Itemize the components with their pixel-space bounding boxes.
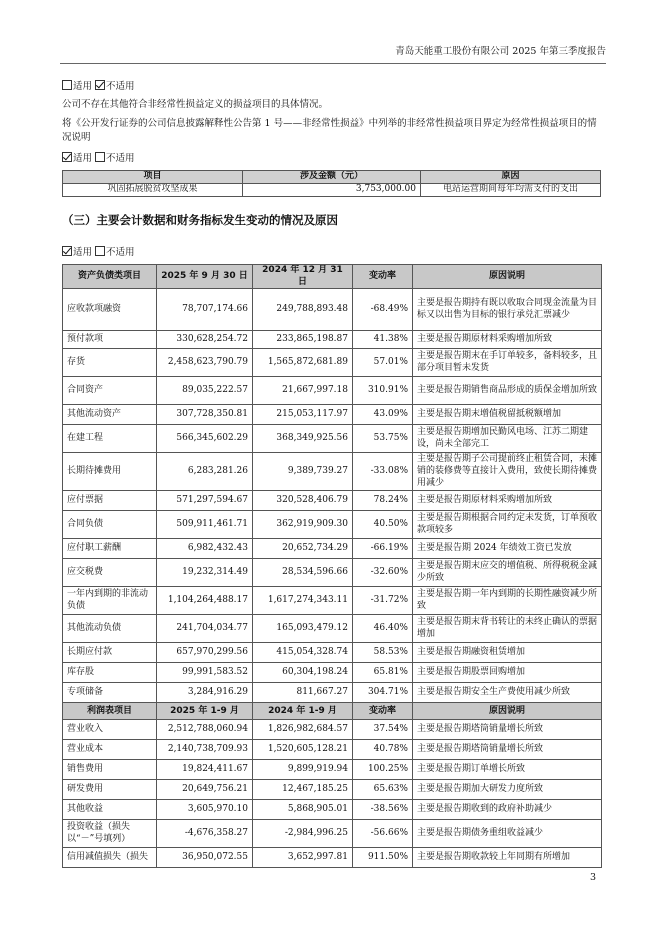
prior-value-cell: 9,389,739.27 xyxy=(253,453,353,491)
prior-value-cell: 21,667,997.18 xyxy=(253,377,353,405)
current-value-cell: 20,649,756.21 xyxy=(157,780,253,800)
table-row xyxy=(63,331,602,349)
prior-value-cell: 20,652,734.29 xyxy=(253,539,353,559)
item-cell: 在建工程 xyxy=(63,425,157,453)
table-header-row xyxy=(63,265,602,289)
table-row xyxy=(63,491,602,511)
item-cell: 信用减值损失（损失 xyxy=(63,848,157,868)
page-number: 3 xyxy=(589,872,596,883)
table-row xyxy=(63,683,602,703)
change-rate-cell: 40.78% xyxy=(353,740,413,760)
current-value-cell: 6,982,432.43 xyxy=(157,539,253,559)
item-cell: 应付职工薪酬 xyxy=(63,539,157,559)
prior-value-cell: 362,919,909.30 xyxy=(253,511,353,539)
option-line-c xyxy=(62,246,135,259)
recurring-items-table xyxy=(62,170,601,197)
item-cell: 其他流动资产 xyxy=(63,405,157,425)
reason-cell: 主要是报告期收款较上年同期有所增加 xyxy=(413,848,602,868)
change-rate-cell: 53.75% xyxy=(353,425,413,453)
column-header: 2024 年 1-9 月 xyxy=(253,703,353,720)
column-header: 原因说明 xyxy=(413,265,602,289)
change-rate-cell: -38.56% xyxy=(353,800,413,820)
table-row xyxy=(63,425,602,453)
item-cell: 投资收益（损失以“－”号填列） xyxy=(63,820,157,848)
page-header: 青岛天能重工股份有限公司 2025 年第三季度报告 xyxy=(395,46,606,57)
change-rate-cell: 100.25% xyxy=(353,760,413,780)
column-header: 变动率 xyxy=(353,265,413,289)
column-header: 资产负债类项目 xyxy=(63,265,157,289)
table-header-row xyxy=(63,171,601,184)
reason-cell: 主要是报告期根据合同约定未发货，订单预收款项较多 xyxy=(413,511,602,539)
change-rate-cell: -66.19% xyxy=(353,539,413,559)
prior-value-cell: 320,528,406.79 xyxy=(253,491,353,511)
financial-changes-table xyxy=(62,264,602,868)
item-cell: 研发费用 xyxy=(63,780,157,800)
prior-value-cell: 215,053,117.97 xyxy=(253,405,353,425)
current-value-cell: 2,512,788,060.94 xyxy=(157,720,253,740)
item-cell: 合同资产 xyxy=(63,377,157,405)
change-rate-cell: 65.63% xyxy=(353,780,413,800)
current-value-cell: 19,824,411.67 xyxy=(157,760,253,780)
reason-cell: 主要是报告期 2024 年绩效工资已发放 xyxy=(413,539,602,559)
current-value-cell: 571,297,594.67 xyxy=(157,491,253,511)
reason-cell: 主要是报告期收到的政府补助减少 xyxy=(413,800,602,820)
current-value-cell: 2,140,738,709.93 xyxy=(157,740,253,760)
table-row xyxy=(63,760,602,780)
item-cell: 存货 xyxy=(63,349,157,377)
current-value-cell: 1,104,264,488.17 xyxy=(157,587,253,615)
item-cell: 长期待摊费用 xyxy=(63,453,157,491)
current-value-cell: 3,605,970.10 xyxy=(157,800,253,820)
column-header: 利润表项目 xyxy=(63,703,157,720)
change-rate-cell: -56.66% xyxy=(353,820,413,848)
item-cell: 预付款项 xyxy=(63,331,157,349)
table-row xyxy=(63,405,602,425)
prior-value-cell: 368,349,925.56 xyxy=(253,425,353,453)
applicable-label: 适用 xyxy=(73,81,93,92)
reason-cell: 主要是报告期债务重组收益减少 xyxy=(413,820,602,848)
column-header: 2024 年 12 月 31 日 xyxy=(253,265,353,289)
table-row xyxy=(63,184,601,197)
table-row xyxy=(63,820,602,848)
prior-value-cell: 5,868,905.01 xyxy=(253,800,353,820)
change-rate-cell: 43.09% xyxy=(353,405,413,425)
change-rate-cell: 41.38% xyxy=(353,331,413,349)
current-value-cell: 99,991,583.52 xyxy=(157,663,253,683)
change-rate-cell: 57.01% xyxy=(353,349,413,377)
table-row xyxy=(63,720,602,740)
prior-value-cell: 249,788,893.48 xyxy=(253,289,353,331)
table-row xyxy=(63,800,602,820)
column-header: 2025 年 1-9 月 xyxy=(157,703,253,720)
prior-value-cell: 9,899,919.94 xyxy=(253,760,353,780)
table-row xyxy=(63,511,602,539)
table-row xyxy=(63,349,602,377)
change-rate-cell: -31.72% xyxy=(353,587,413,615)
column-header: 原因 xyxy=(421,171,601,184)
current-value-cell: 89,035,222.57 xyxy=(157,377,253,405)
section-heading: （三）主要会计数据和财务指标发生变动的情况及原因 xyxy=(62,213,338,227)
prior-value-cell: 1,520,605,128.21 xyxy=(253,740,353,760)
item-cell: 应收款项融资 xyxy=(63,289,157,331)
table-row xyxy=(63,377,602,405)
checkbox-applicable[interactable] xyxy=(62,80,72,90)
current-value-cell: 78,707,174.66 xyxy=(157,289,253,331)
current-value-cell: 241,704,034.77 xyxy=(157,615,253,643)
column-header: 涉及金额（元） xyxy=(243,171,421,184)
change-rate-cell: -33.08% xyxy=(353,453,413,491)
prior-value-cell: -2,984,996.25 xyxy=(253,820,353,848)
change-rate-cell: 304.71% xyxy=(353,683,413,703)
current-value-cell: 509,911,461.71 xyxy=(157,511,253,539)
reason-cell: 主要是报告期订单增长所致 xyxy=(413,760,602,780)
current-value-cell: 330,628,254.72 xyxy=(157,331,253,349)
current-value-cell: 657,970,299.56 xyxy=(157,643,253,663)
current-value-cell: 3,284,916.29 xyxy=(157,683,253,703)
reason-cell: 主要是报告期原材料采购增加所致 xyxy=(413,491,602,511)
not-applicable-label: 不适用 xyxy=(106,153,135,164)
option-line-a xyxy=(62,80,135,93)
change-rate-cell: -32.60% xyxy=(353,559,413,587)
reason-cell: 主要是报告期持有既以收取合同现金流量为目标又以出售为目标的银行承兑汇票减少 xyxy=(413,289,602,331)
item-cell: 其他流动负债 xyxy=(63,615,157,643)
change-rate-cell: 78.24% xyxy=(353,491,413,511)
item-cell: 营业收入 xyxy=(63,720,157,740)
table-row xyxy=(63,539,602,559)
prior-value-cell: 1,617,274,343.11 xyxy=(253,587,353,615)
table-row xyxy=(63,848,602,868)
reason-cell: 主要是报告期一年内到期的长期性融资减少所致 xyxy=(413,587,602,615)
reason-cell: 主要是报告期塔筒销量增长所致 xyxy=(413,740,602,760)
current-value-cell: -4,676,358.27 xyxy=(157,820,253,848)
reason-cell: 主要是报告期融资租赁增加 xyxy=(413,643,602,663)
prior-value-cell: 165,093,479.12 xyxy=(253,615,353,643)
reason-cell: 主要是报告期安全生产费使用减少所致 xyxy=(413,683,602,703)
reason-cell: 主要是报告期子公司提前终止租赁合同，未摊销的装修费等直接计入费用，致使长期待摊费用减少 xyxy=(413,453,602,491)
change-rate-cell: 310.91% xyxy=(353,377,413,405)
reason-cell: 主要是报告期增加民勤风电场、江苏二期建设，尚未全部完工 xyxy=(413,425,602,453)
prior-value-cell: 3,652,997.81 xyxy=(253,848,353,868)
reason-cell: 电站运营期间每年均需支付的支出 xyxy=(421,184,601,197)
applicable-label: 适用 xyxy=(73,153,93,164)
column-header: 原因说明 xyxy=(413,703,602,720)
table-row xyxy=(63,453,602,491)
prior-value-cell: 233,865,198.87 xyxy=(253,331,353,349)
item-cell: 销售费用 xyxy=(63,760,157,780)
item-cell: 专项储备 xyxy=(63,683,157,703)
table-row xyxy=(63,587,602,615)
change-rate-cell: 58.53% xyxy=(353,643,413,663)
prior-value-cell: 415,054,328.74 xyxy=(253,643,353,663)
table-row xyxy=(63,780,602,800)
item-cell: 应交税费 xyxy=(63,559,157,587)
reason-cell: 主要是报告期末增值税留抵税额增加 xyxy=(413,405,602,425)
column-header: 2025 年 9 月 30 日 xyxy=(157,265,253,289)
reason-cell: 主要是报告期销售商品形成的质保金增加所致 xyxy=(413,377,602,405)
table-row xyxy=(63,289,602,331)
item-cell: 营业成本 xyxy=(63,740,157,760)
change-rate-cell: 65.81% xyxy=(353,663,413,683)
item-cell: 合同负债 xyxy=(63,511,157,539)
not-applicable-label: 不适用 xyxy=(106,81,135,92)
applicable-label: 适用 xyxy=(73,247,93,258)
prior-value-cell: 1,565,872,681.89 xyxy=(253,349,353,377)
header-divider xyxy=(60,63,606,64)
amount-cell: 3,753,000.00 xyxy=(243,184,421,197)
item-cell: 巩固拓展脱贫攻坚成果 xyxy=(63,184,243,197)
reason-cell: 主要是报告期末应交的增值税、所得税税金减少所致 xyxy=(413,559,602,587)
checkbox-applicable[interactable] xyxy=(62,246,72,256)
reason-cell: 主要是报告期塔筒销量增长所致 xyxy=(413,720,602,740)
current-value-cell: 566,345,602.29 xyxy=(157,425,253,453)
option-line-b xyxy=(62,152,135,165)
reason-cell: 主要是报告期末背书转让的未终止确认的票据增加 xyxy=(413,615,602,643)
item-cell: 其他收益 xyxy=(63,800,157,820)
prior-value-cell: 60,304,198.24 xyxy=(253,663,353,683)
change-rate-cell: 46.40% xyxy=(353,615,413,643)
current-value-cell: 19,232,314.49 xyxy=(157,559,253,587)
prior-value-cell: 1,826,982,684.57 xyxy=(253,720,353,740)
checkbox-not-applicable[interactable] xyxy=(95,246,105,256)
change-rate-cell: 911.50% xyxy=(353,848,413,868)
table-row xyxy=(63,559,602,587)
item-cell: 应付票据 xyxy=(63,491,157,511)
current-value-cell: 307,728,350.81 xyxy=(157,405,253,425)
prior-value-cell: 12,467,185.25 xyxy=(253,780,353,800)
reason-cell: 主要是报告期原材料采购增加所致 xyxy=(413,331,602,349)
current-value-cell: 2,458,623,790.79 xyxy=(157,349,253,377)
item-cell: 库存股 xyxy=(63,663,157,683)
item-cell: 一年内到期的非流动负债 xyxy=(63,587,157,615)
column-header: 项目 xyxy=(63,171,243,184)
item-cell: 长期应付款 xyxy=(63,643,157,663)
column-header: 变动率 xyxy=(353,703,413,720)
current-value-cell: 6,283,281.26 xyxy=(157,453,253,491)
table-row xyxy=(63,740,602,760)
table-header-row xyxy=(63,703,602,720)
change-rate-cell: 37.54% xyxy=(353,720,413,740)
current-value-cell: 36,950,072.55 xyxy=(157,848,253,868)
checkbox-applicable[interactable] xyxy=(62,152,72,162)
table-row xyxy=(63,615,602,643)
table-row xyxy=(63,663,602,683)
not-applicable-label: 不适用 xyxy=(106,247,135,258)
checkbox-not-applicable[interactable] xyxy=(95,80,105,90)
reason-cell: 主要是报告期加大研发力度所致 xyxy=(413,780,602,800)
note-paragraph: 将《公开发行证券的公司信息披露解释性公告第 1 号——非经常性损益》中列举的非经常性损益项目界定为经常性损益项目的情况说明 xyxy=(62,118,597,143)
change-rate-cell: 40.50% xyxy=(353,511,413,539)
prior-value-cell: 28,534,596.66 xyxy=(253,559,353,587)
table-row xyxy=(63,643,602,663)
checkbox-not-applicable[interactable] xyxy=(95,152,105,162)
reason-cell: 主要是报告期股票回购增加 xyxy=(413,663,602,683)
prior-value-cell: 811,667.27 xyxy=(253,683,353,703)
reason-cell: 主要是报告期末在手订单较多，备料较多，且部分项目暂未发货 xyxy=(413,349,602,377)
change-rate-cell: -68.49% xyxy=(353,289,413,331)
statement-text: 公司不存在其他符合非经常性损益定义的损益项目的具体情况。 xyxy=(62,99,329,110)
